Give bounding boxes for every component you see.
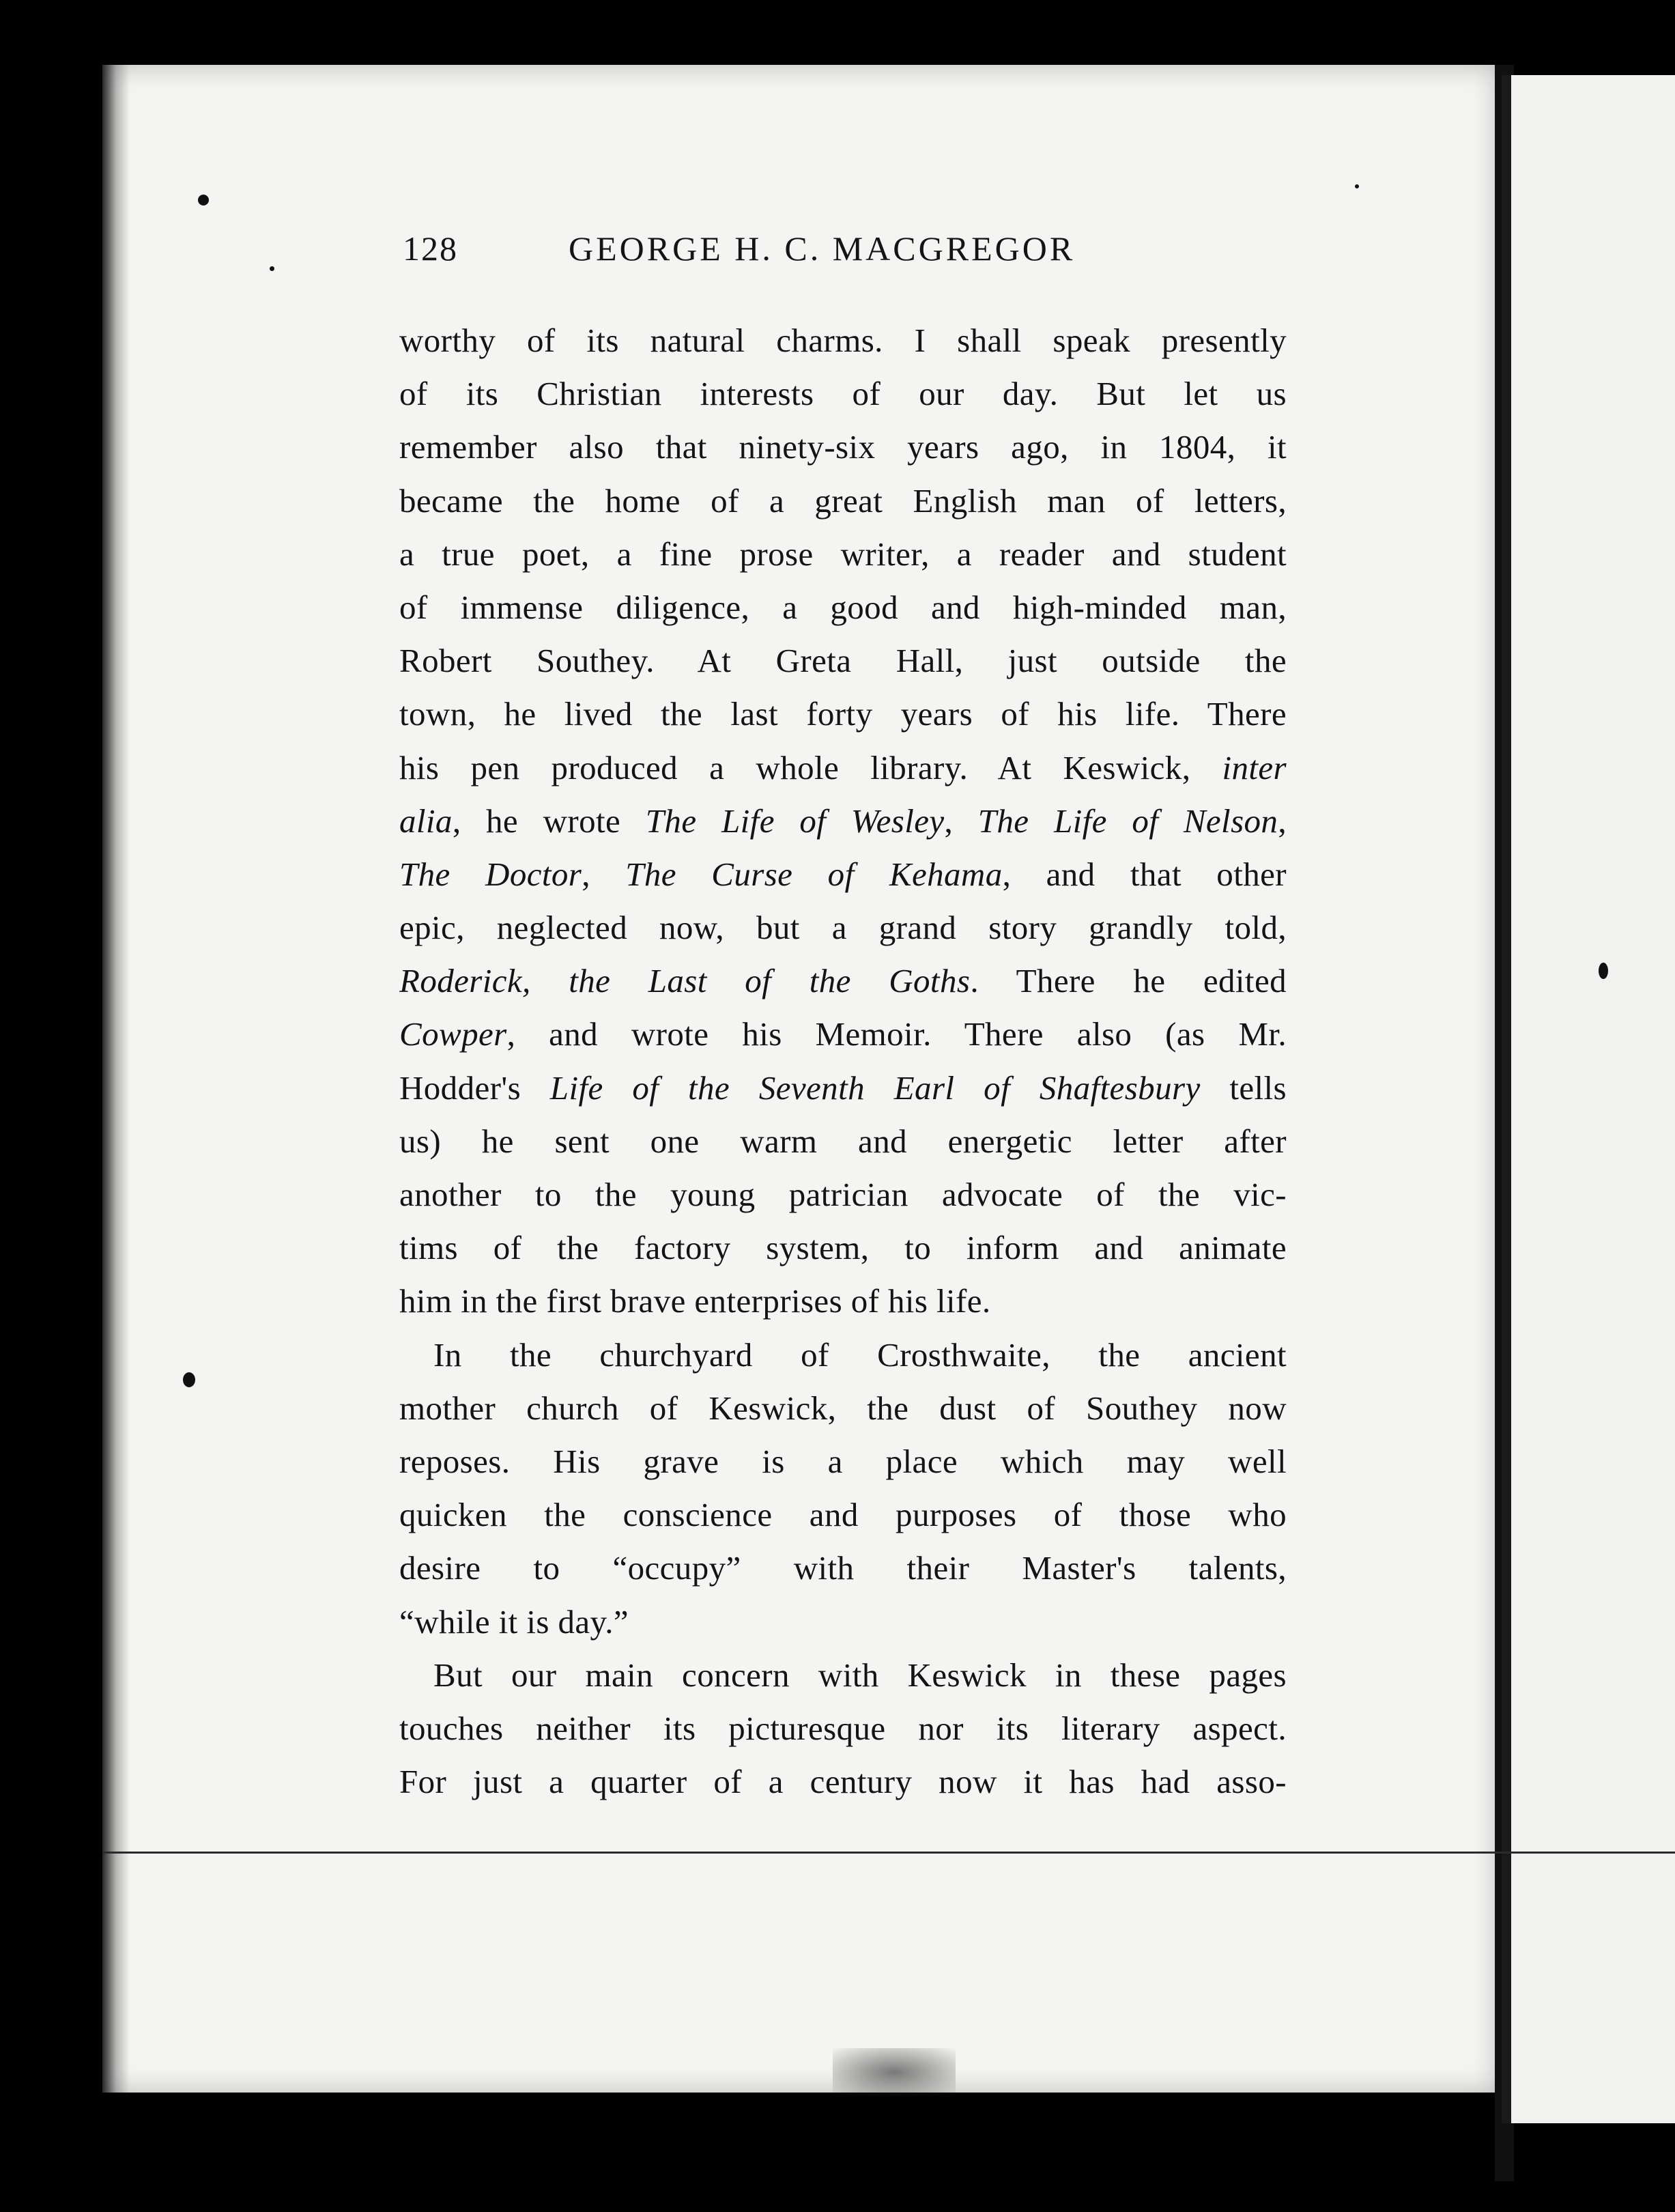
- page-number: 128: [403, 229, 458, 268]
- dust-speck: [1355, 184, 1359, 188]
- ink-smudge: [833, 2048, 956, 2096]
- text-line: But our main concern with Keswick in these pages: [433, 1656, 1287, 1694]
- running-head: GEORGE H. C. MACGREGOR: [569, 229, 1076, 268]
- scan-rule-line-right: [1498, 1852, 1675, 1854]
- text-line: touches neither its picturesque nor its literary aspect.: [399, 1709, 1287, 1747]
- scan-rule-line: [102, 1852, 1498, 1854]
- text-line: him in the first brave enterprises of his life.: [399, 1282, 991, 1320]
- text-line: worthy of its natural charms. I shall speak presently: [399, 322, 1287, 359]
- text-line: mother church of Keswick, the dust of Southey now: [399, 1389, 1287, 1427]
- text-line: Robert Southey. At Greta Hall, just outside the: [399, 642, 1287, 680]
- italic-title: alia: [399, 802, 453, 840]
- italic-title: The Life of Nelson: [977, 802, 1278, 840]
- text-line: tims of the factory system, to inform and animate: [399, 1229, 1287, 1267]
- italic-title: The Life of Wesley: [645, 802, 945, 840]
- text-line: In the churchyard of Crosthwaite, the ancient: [433, 1335, 1287, 1374]
- text-line: reposes. His grave is a place which may well: [399, 1442, 1287, 1480]
- dust-speck: [183, 1372, 195, 1387]
- italic-title: The Curse of Kehama: [625, 855, 1003, 893]
- text-line: The Doctor, The Curse of Kehama, and that other: [399, 855, 1287, 893]
- text-line: alia, he wrote The Life of Wesley, The Life of Nelson,: [399, 802, 1287, 840]
- text-line: a true poet, a fine prose writer, a reader and student: [399, 535, 1287, 573]
- text-line: epic, neglected now, but a grand story grandly told,: [399, 909, 1287, 947]
- text-line: of immense diligence, a good and high-minded man,: [399, 588, 1287, 626]
- text-line: of its Christian interests of our day. But let us: [399, 375, 1287, 413]
- text-line: desire to “occupy” with their Master's talents,: [399, 1549, 1287, 1587]
- dust-speck: [1599, 963, 1608, 979]
- text-line: his pen produced a whole library. At Keswick, inter: [399, 748, 1287, 786]
- italic-title: Life of the Seventh Earl of Shaftesbury: [549, 1068, 1201, 1107]
- dust-speck: [198, 195, 209, 205]
- text-line: us) he sent one warm and energetic letter after: [399, 1122, 1287, 1160]
- text-line: became the home of a great English man of letters,: [399, 481, 1287, 520]
- dust-speck: [270, 266, 274, 271]
- text-line: another to the young patrician advocate of the vic-: [399, 1176, 1287, 1213]
- text-line: Hodder's Life of the Seventh Earl of Shaftesbury tells: [399, 1068, 1287, 1107]
- body-text: [399, 314, 1287, 1809]
- text-line: quicken the conscience and purposes of those who: [399, 1496, 1287, 1534]
- text-line: “while it is day.”: [399, 1602, 629, 1641]
- text-line: remember also that ninety-six years ago, in 1804, it: [399, 428, 1287, 466]
- italic-title: The Doctor: [399, 855, 582, 893]
- facing-page-edge: [1502, 75, 1675, 2123]
- text-line: town, he lived the last forty years of his life. There: [399, 695, 1287, 733]
- italic-title: Cowper: [399, 1015, 507, 1053]
- text-line: Roderick, the Last of the Goths. There he edited: [399, 962, 1287, 1000]
- italic-title: Roderick, the Last of the Goths: [399, 962, 971, 1000]
- text-line: For just a quarter of a century now it has had asso-: [399, 1763, 1287, 1801]
- italic-title: inter: [1222, 748, 1287, 786]
- page-edge-shadow: [102, 65, 130, 2093]
- text-line: Cowper, and wrote his Memoir. There also (as Mr.: [399, 1015, 1287, 1053]
- page-header: [403, 229, 1290, 283]
